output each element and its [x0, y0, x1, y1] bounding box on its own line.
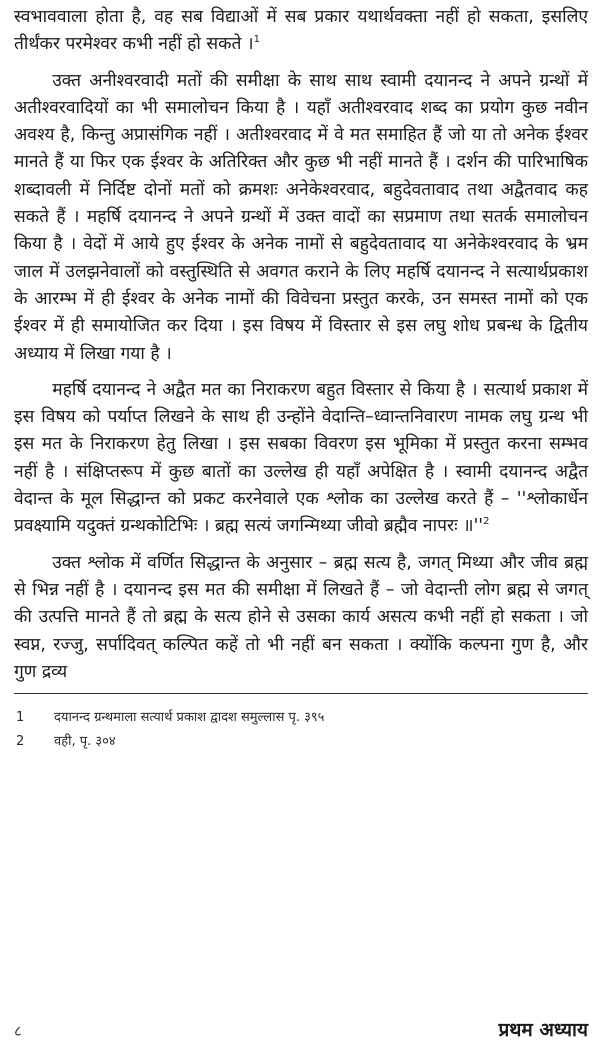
footnote-divider — [14, 693, 588, 694]
paragraph-text: स्वभाववाला होता है, वह सब विद्याओं में सब प्रकार यथार्थवक्ता नहीं हो सकता, इसलिए तीर्थंकर परमेश्वर कभी नहीं हो सकते । — [14, 7, 588, 55]
footnote-text: वही, पृ. ३०४ — [54, 734, 116, 750]
chapter-label: प्रथम अध्याय — [498, 1019, 588, 1041]
footnote-item — [14, 730, 588, 754]
paragraph-text: उक्त अनीश्वरवादी मतों की समीक्षा के साथ साथ स्वामी दयानन्द ने अपने ग्रन्थों में अतीश्वरवादियों का भी समालोचन किया है । यहाँ अतीश्वरवाद शब्द का प्रयोग कुछ नवीन अवश्य है, किन्तु अप्रासंगिक नहीं । अतीश्वरवाद में वे मत समाहित हैं जो या तो अनेक ईश्वर मानते हैं या फिर एक ईश्वर के अतिरिक्त और कुछ भी नहीं मानते हैं । दर्शन की पारिभाषिक शब्दावली में निर्दिष्ट दोनों मतों को क्रमशः अनेकेश्वरवाद, बहुदेवतावाद तथा अद्वैतवाद कह सकते हैं । महर्षि दयानन्द ने अपने ग्रन्थों में उक्त वादों का सप्रमाण तथा सतर्क समालोचन किया है । वेदों में आये हुए ईश्वर के अनेक नामों से बहुदेवतावाद या अनेकेश्वरवाद के भ्रम जाल में उलझनेवालों को वस्तुस्थिति से अवगत कराने के लिए महर्षि दयानन्द ने सत्यार्थप्रकाश के आरम्भ में ही ईश्वर के अनेक नामों की विवेचना प्रस्तुत करके, उन समस्त नामों को एक ईश्वर में ही समायोजित कर दिया । इस विषय में विस्तार से इस लघु शोध प्रबन्ध के द्वितीय अध्याय में लिखा गया है । — [14, 70, 588, 364]
paragraph-advaita — [14, 377, 588, 541]
footnote-number: 2 — [16, 734, 25, 750]
paragraph-atishvaravad — [14, 68, 588, 368]
paragraph-text: उक्त श्लोक में वर्णित सिद्धान्त के अनुसार – ब्रह्म सत्य है, जगत् मिथ्या और जीव ब्रह्म से भिन्न नहीं है । दयानन्द इस मत की समीक्षा में लिखते हैं – जो वेदान्ती लोग ब्रह्म से जगत् की उत्पत्ति मानते हैं तो ब्रह्म के सत्य होने से उसका कार्य असत्य कभी नहीं हो सकता । जो स्वप्न, रज्जु, सर्पादिवत् कल्पित कहें तो भी नहीं बन सकता । क्योंकि कल्पना गुण है, और गुण द्रव्य — [14, 552, 588, 682]
footnote-ref: 2 — [483, 516, 490, 528]
footnote-ref: 1 — [253, 34, 260, 46]
page-body — [14, 4, 588, 754]
paragraph-text: महर्षि दयानन्द ने अद्वैत मत का निराकरण बहुत विस्तार से किया है । सत्यार्थ प्रकाश में इस विषय को पर्याप्त लिखने के साथ ही उन्होंने वेदान्ति–ध्वान्तनिवारण नामक लघु ग्रन्थ भी इस मत के निराकरण हेतु लिखा । इस सबका विवरण इस भूमिका में प्रस्तुत करना सम्भव नहीं है । संक्षिप्तरूप में कुछ बातों का उल्लेख ही यहाँ अपेक्षित है । स्वामी दयानन्द अद्वैत वेदान्त के मूल सिद्धान्त को प्रकट करनेवाले एक श्लोक का उल्लेख करते हैं – ''श्लोकार्धेन प्रवक्ष्यामि यदुक्तं ग्रन्थकोटिभिः । ब्रह्म सत्यं जगन्मिथ्या जीवो ब्रह्मैव नापरः ॥'' — [14, 379, 588, 537]
paragraph-shloka-analysis — [14, 550, 588, 686]
page-footer — [14, 1016, 588, 1042]
footnote-item — [14, 706, 588, 730]
footnotes — [14, 706, 588, 754]
footnote-number: 1 — [16, 710, 25, 726]
paragraph-continuation — [14, 4, 588, 59]
page-number: ८ — [14, 1022, 22, 1040]
footnote-text: दयानन्द ग्रन्थमाला सत्यार्थ प्रकाश द्वादश समुल्लास पृ. ३९५ — [54, 710, 325, 726]
